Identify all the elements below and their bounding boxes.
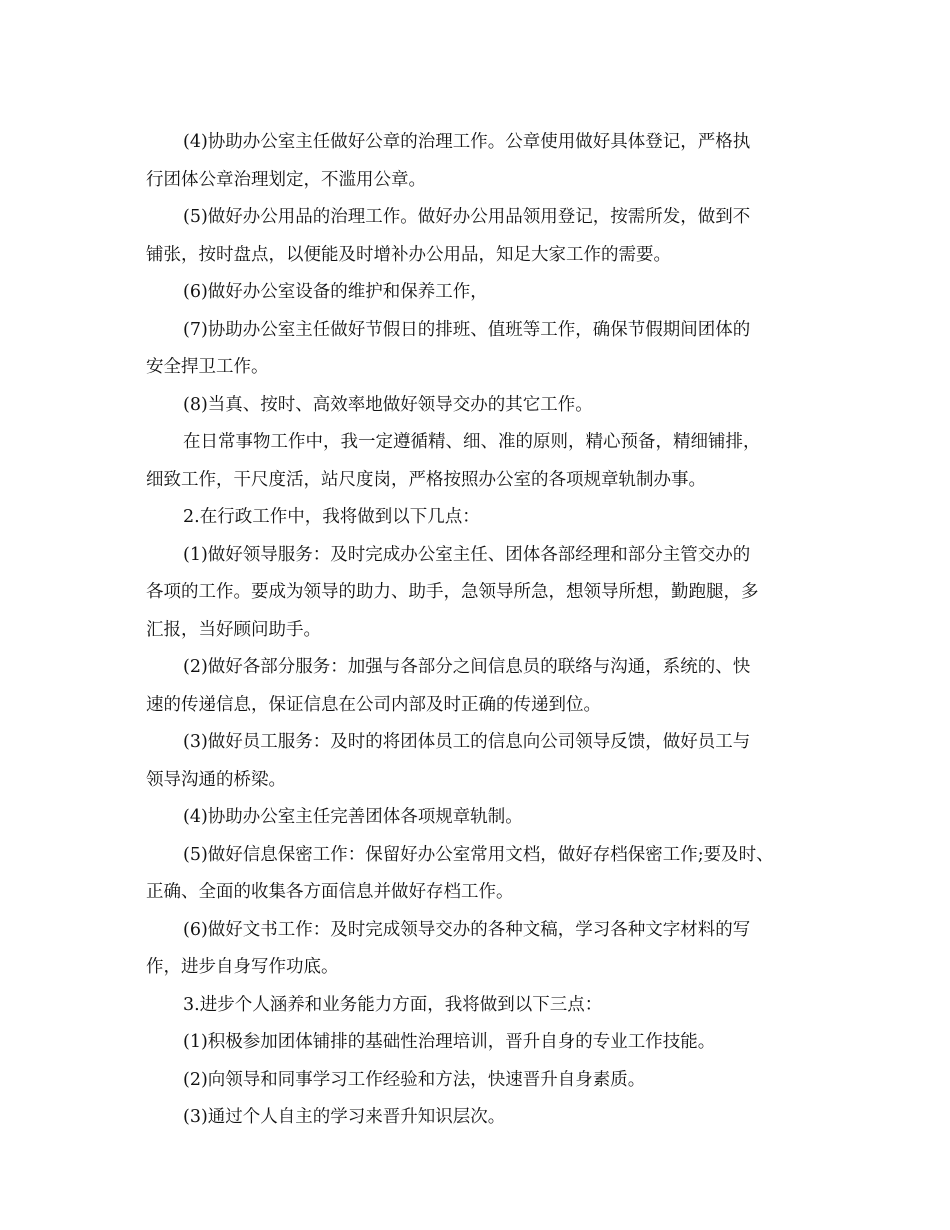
text-line: (1)积极参加团体铺排的基础性治理培训，晋升自身的专业工作技能。 (183, 1032, 716, 1052)
text-line: (7)协助办公室主任做好节假日的排班、值班等工作，确保节假期间团体的 (183, 319, 751, 340)
text-line: 安全捍卫工作。 (146, 357, 269, 377)
text-line: 各项的工作。要成为领导的助力、助手，急领导所急，想领导所想，勤跑腿，多 (146, 582, 759, 602)
text-line: 铺张，按时盘点，以便能及时增补办公用品，知足大家工作的需要。 (146, 244, 671, 265)
text-line: 行团体公章治理划定，不滥用公章。 (146, 169, 426, 190)
text-line: (6)做好办公室设备的维护和保养工作， (183, 282, 488, 302)
document-body (146, 124, 810, 1137)
text-line: (4)协助办公室主任完善团体各项规章轨制。 (183, 807, 523, 827)
text-line: 汇报，当好顾问助手。 (146, 619, 321, 640)
text-line: 细致工作，干尺度活，站尺度岗，严格按照办公室的各项规章轨制办事。 (146, 469, 706, 490)
text-line: (5)做好办公用品的治理工作。做好办公用品领用登记，按需所发，做到不 (183, 207, 751, 227)
text-line: (3)通过个人自主的学习来晋升知识层次。 (183, 1107, 506, 1127)
text-line: 3.进步个人涵养和业务能力方面，我将做到以下三点： (183, 994, 603, 1015)
text-line: 作，进步自身写作功底。 (146, 957, 339, 977)
text-line: (1)做好领导服务：及时完成办公室主任、团体各部经理和部分主管交办的 (183, 544, 751, 565)
text-line: 正确、全面的收集各方面信息并做好存档工作。 (146, 882, 514, 902)
text-line: (3)做好员工服务：及时的将团体员工的信息向公司领导反馈，做好员工与 (183, 732, 751, 752)
text-line: 2.在行政工作中，我将做到以下几点： (183, 507, 480, 527)
text-line: (8)当真、按时、高效率地做好领导交办的其它工作。 (183, 394, 593, 415)
text-line: 在日常事物工作中，我一定遵循精、细、准的原则，精心预备，精细铺排， (183, 432, 761, 452)
text-line: (6)做好文书工作：及时完成领导交办的各种文稿，学习各种文字材料的写 (183, 919, 751, 940)
text-line: 领导沟通的桥梁。 (146, 769, 286, 790)
text-line: (2)做好各部分服务：加强与各部分之间信息员的联络与沟通，系统的、快 (183, 657, 751, 677)
text-line: 速的传递信息，保证信息在公司内部及时正确的传递到位。 (146, 694, 601, 715)
text-line: (2)向领导和同事学习工作经验和方法，快速晋升自身素质。 (183, 1069, 646, 1090)
text-line: (4)协助办公室主任做好公章的治理工作。公章使用做好具体登记，严格执 (183, 132, 751, 152)
text-line: (5)做好信息保密工作：保留好办公室常用文档，做好存档保密工作;要及时、 (183, 844, 774, 865)
